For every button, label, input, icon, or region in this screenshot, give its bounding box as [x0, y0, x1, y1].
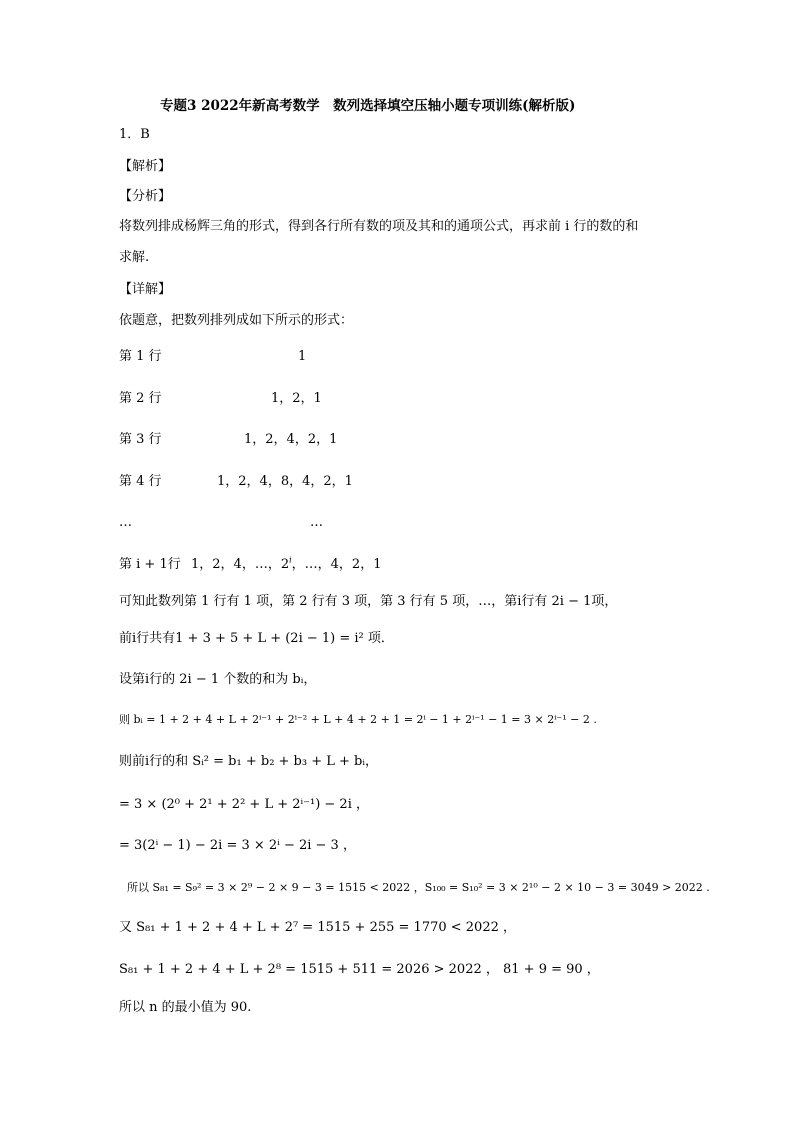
conclusion-line-3: S₈₁ + 1 + 2 + 4 + L + 2⁸ = 1515 + 511 = 2026 > 2022 ， 81 + 9 = 90 ，	[119, 962, 600, 977]
equation-line-1: = 3 × (2⁰ + 2¹ + 2² + L + 2ⁱ⁻¹) − 2i ，	[119, 797, 369, 812]
row-values: 1，2，4，2，1	[244, 432, 338, 447]
row-values-part-b: ，…，4，2，1	[291, 557, 382, 572]
row-values-part-a: 1，2，4，…，2	[191, 557, 290, 572]
row-values: 1，2，1	[271, 391, 322, 406]
row-values-exponent: i	[289, 555, 292, 565]
row-values: 1，2，4，8，4，2，1	[217, 474, 353, 489]
equation-line-2: = 3(2ⁱ − 1) − 2i = 3 × 2ⁱ − 2i − 3 ，	[119, 838, 356, 853]
row-values: 1	[298, 349, 307, 364]
bi-formula-line: 则 bᵢ = 1 + 2 + 4 + L + 2ⁱ⁻¹ + 2ⁱ⁻² + L + 4 + 2 + 1 = 2ⁱ − 1 + 2ⁱ⁻¹ − 1 = 3 × 2ⁱ⁻¹ − 2 .	[119, 713, 597, 726]
ellipsis-right: …	[310, 515, 323, 530]
definition-line: 设第i行的 2i − 1 个数的和为 bᵢ，	[119, 672, 317, 687]
final-answer-line: 所以 n 的最小值为 90.	[119, 1000, 252, 1015]
conclusion-line-2: 又 S₈₁ + 1 + 2 + 4 + L + 2⁷ = 1515 + 255 = 1770 < 2022 ，	[119, 920, 517, 935]
row-values	[191, 557, 381, 573]
solution-intro: 依题意，把数列排列成如下所示的形式：	[119, 313, 354, 328]
row-label: 第 3 行	[119, 432, 162, 447]
section-tag-jiexi: 【解析】	[119, 159, 172, 174]
conclusion-line-1: 所以 S₈₁ = S₉² = 3 × 2⁹ − 2 × 9 − 3 = 1515 < 2022 ，S₁₀₀ = S₁₀² = 3 × 2¹⁰ − 2 × 10 − 3 = 3049 > 2022 .	[127, 881, 710, 894]
row-label: 第 4 行	[119, 474, 162, 489]
si-sum-line: 则前i行的和 Sᵢ² = b₁ + b₂ + b₃ + L + bᵢ，	[119, 754, 378, 769]
row-label: 第 1 行	[119, 349, 162, 364]
document-title: 专题3 2022年新高考数学 数列选择填空压轴小题专项训练(解析版)	[160, 98, 576, 114]
section-tag-xiangjie: 【详解】	[119, 282, 172, 297]
term-count-line: 可知此数列第 1 行有 1 项，第 2 行有 3 项，第 3 行有 5 项，…，第i行有 2i − 1项，	[119, 594, 618, 609]
row-label: 第 2 行	[119, 391, 162, 406]
row-label: 第 i + 1行	[119, 557, 181, 572]
ellipsis-left: …	[119, 515, 132, 530]
analysis-text-line-2: 求解.	[119, 250, 150, 265]
total-terms-line: 前i行共有1 + 3 + 5 + L + (2i − 1) = i² 项．	[119, 631, 394, 646]
answer-heading: 1．B	[119, 127, 150, 142]
section-tag-fenxi: 【分析】	[119, 189, 172, 204]
analysis-text-line-1: 将数列排成杨辉三角的形式，得到各行所有数的项及其和的通项公式，再求前 i 行的数的和	[119, 219, 639, 234]
